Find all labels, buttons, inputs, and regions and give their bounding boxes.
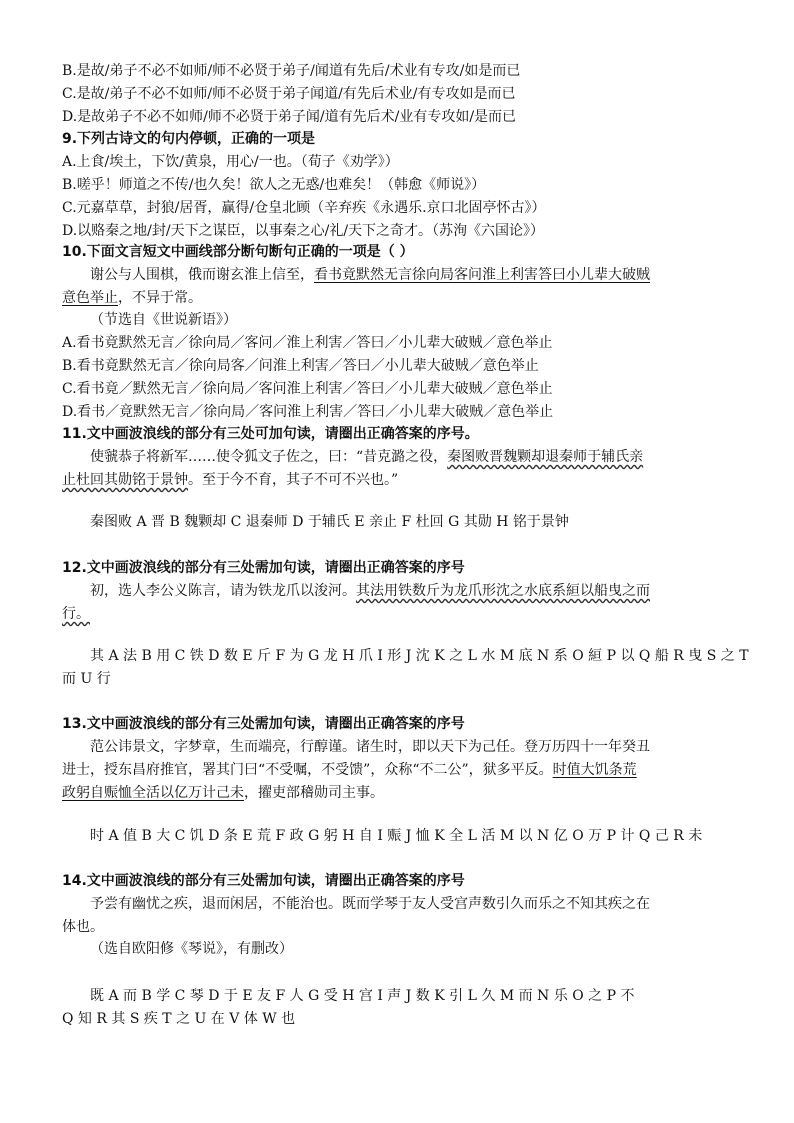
q10-passage-line2 <box>62 287 742 309</box>
q14-passage-line2 <box>62 916 742 938</box>
q11-passage-line1 <box>90 446 770 468</box>
q13-passage-text: ，擢吏部稽勋司主事。 <box>244 785 384 801</box>
q11-title: 11.文中画波浪线的部分有三处可加句读，请圈出正确答案的序号。 <box>62 426 479 442</box>
q10-passage-text: ，不异于常。 <box>118 290 202 306</box>
q14-title: 14.文中画波浪线的部分有三处需加句读，请圈出正确答案的序号 <box>62 873 465 889</box>
q10-option-b: B.看书竟默然无言／徐向局客／问淮上利害／答曰／小儿辈大破贼／意色举止 <box>62 358 539 374</box>
q13-passage-line2 <box>62 759 742 781</box>
q11-passage-line2 <box>62 469 742 491</box>
q10-passage-text: 谢公与人围棋，俄而谢玄淮上信至， <box>90 267 314 283</box>
q10-source: （节选自《世说新语》） <box>90 312 237 328</box>
q14-wavy-text: 既而学琴于友人受宫声数引久而乐之不知其疾之在 <box>342 896 650 912</box>
q14-passage-text: 予尝有幽忧之疾，退而闲居，不能治也。 <box>90 896 342 912</box>
q10-option-a: A.看书竟默然无言／徐向局／客问／淮上利害／答曰／小儿辈大破贼／意色举止 <box>62 335 553 351</box>
q13-title: 13.文中画波浪线的部分有三处需加句读，请圈出正确答案的序号 <box>62 716 465 732</box>
q14-source: （选自欧阳修《琴说》，有删改） <box>90 941 293 957</box>
q12-title: 12.文中画波浪线的部分有三处需加句读，请圈出正确答案的序号 <box>62 560 465 576</box>
q14-answer-options-line2: Q 知 R 其 S 疾 T 之 U 在 V 体 W 也 <box>62 1011 296 1027</box>
q12-passage-line1 <box>90 580 770 602</box>
q9-title: 9.下列古诗文的句内停顿，正确的一项是 <box>62 131 316 147</box>
q9-option-a: A.上食/埃土，下饮/黄泉，用心/一也。（荀子《劝学》） <box>62 154 399 170</box>
q10-underlined-text: 意色举止 <box>62 290 118 306</box>
q13-wavy-text: 时值大饥条荒 <box>552 762 637 778</box>
q10-option-d: D.看书／竟默然无言／徐向局／客问淮上利害／答曰／小儿辈大破贼／意色举止 <box>62 404 554 420</box>
q13-passage-text: 进士，授东昌府推官，署其门曰“不受嘱，不受馈”，众称“不二公”，狱多平反。 <box>62 762 553 778</box>
q8-option-d: D.是故弟子不必不如师/师不必贤于弟子闻/道有先后术/业有专攻如/是而已 <box>62 109 517 125</box>
q14-passage-line1 <box>90 893 770 915</box>
q11-passage-text: 使虢恭子将新军……使令狐文子佐之，曰：“昔克潞之役， <box>90 449 448 465</box>
q10-underlined-text: 看书竟默然无言徐向局客问淮上利害答曰小儿辈大破贼 <box>314 267 650 283</box>
q8-option-c: C.是故/弟子不必不如师/师不必贤于弟子闻道/有先后术业/有专攻如是而已 <box>62 86 516 102</box>
q11-wavy-text: 止杜回其勋铭于景钟 <box>62 472 188 488</box>
q10-passage-line1 <box>90 264 770 286</box>
q12-wavy-text: 行。 <box>62 606 90 622</box>
q13-wavy-text: 政躬自赈恤全活以亿万计己未 <box>62 785 244 801</box>
q10-title: 10.下面文言短文中画线部分断句断句正确的一项是（ ） <box>62 244 414 260</box>
q12-passage-line2 <box>62 603 742 625</box>
q10-option-c: C.看书竟／默然无言／徐向局／客问淮上利害／答曰／小儿辈大破贼／意色举止 <box>62 381 553 397</box>
q14-wavy-text: 体也。 <box>62 919 104 935</box>
q12-answer-options-line1: 其 A 法 B 用 C 铁 D 数 E 斤 F 为 G 龙 H 爪 I 形 J 沈 K 之 L 水 M 底 N 系 O 絙 P 以 Q 船 R 曳 S 之 T <box>90 648 749 664</box>
q13-passage-line3 <box>62 782 742 804</box>
q8-option-b: B.是故/弟子不必不如师/师不必贤于弟子/闻道有先后/术业有专攻/如是而已 <box>62 63 521 79</box>
q13-passage-line1: 范公讳景文，字梦章，生而端亮，行醇谨。诸生时，即以天下为己任。登万历四十一年癸丑 <box>90 739 650 755</box>
q12-passage-text: 初，选人李公义陈言，请为铁龙爪以浚河。 <box>90 583 356 599</box>
q11-wavy-text: 秦图败晋魏颗却退秦师于辅氏亲 <box>447 449 644 465</box>
q11-answer-options: 秦图败 A 晋 B 魏颗却 C 退秦师 D 于辅氏 E 亲止 F 杜回 G 其勋 H 铭于景钟 <box>90 514 569 530</box>
q13-answer-options: 时 A 值 B 大 C 饥 D 条 E 荒 F 政 G 躬 H 自 I 赈 J 恤 K 全 L 活 M 以 N 亿 O 万 P 计 Q 己 R 未 <box>90 828 703 844</box>
q11-passage-text: 。至于今不育，其子不可不兴也。” <box>188 472 399 488</box>
q9-option-d: D.以赂秦之地/封/天下之谋臣，以事秦之心/礼/天下之奇才。（苏洵《六国论》） <box>62 223 545 239</box>
q9-option-c: C.元嘉草草，封狼/居胥，赢得/仓皇北顾（辛弃疾《永遇乐.京口北固亭怀古》） <box>62 200 546 216</box>
q9-option-b: B.嗟乎！师道之不传/也久矣！欲人之无惑/也难矣！（韩愈《师说》） <box>62 177 486 193</box>
q12-answer-options-line2: 而 U 行 <box>62 671 111 687</box>
q14-answer-options-line1: 既 A 而 B 学 C 琴 D 于 E 友 F 人 G 受 H 宫 I 声 J 数 K 引 L 久 M 而 N 乐 O 之 P 不 <box>90 988 635 1004</box>
q12-wavy-text: 其法用铁数斤为龙爪形沈之水底系絙以船曳之而 <box>356 583 650 599</box>
